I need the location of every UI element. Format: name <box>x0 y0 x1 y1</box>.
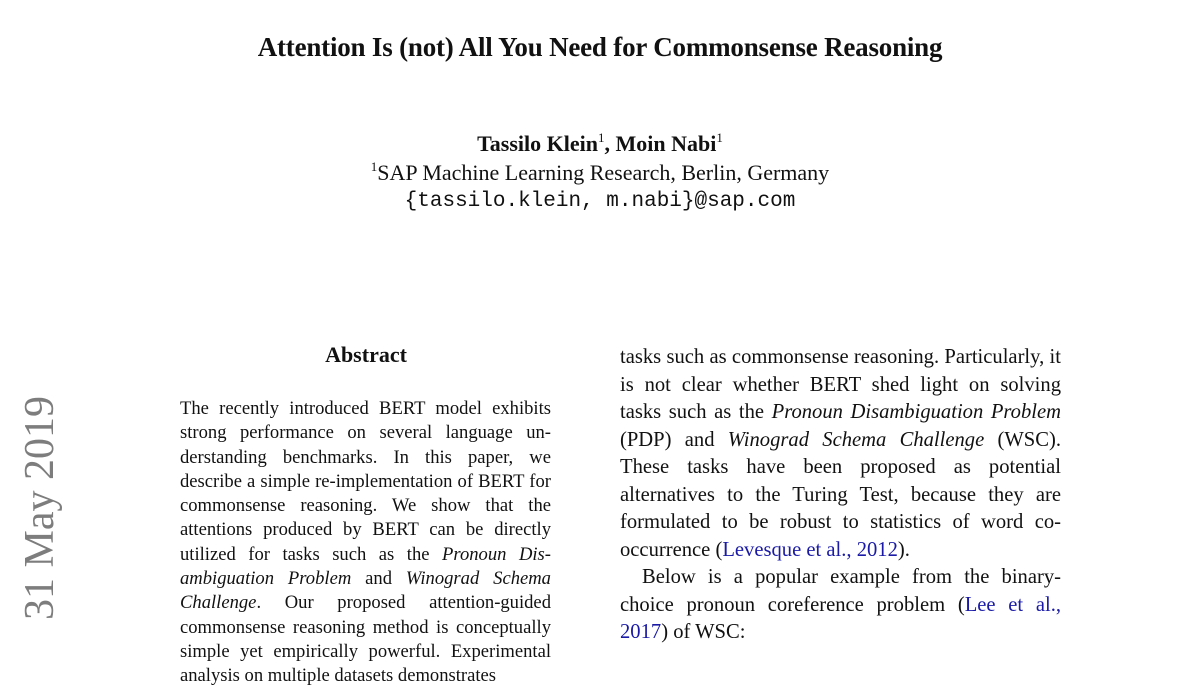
author-name: Tassilo Klein <box>477 131 598 156</box>
intro-text: ) of WSC: <box>661 621 746 643</box>
affiliation-marker: 1 <box>597 129 605 145</box>
abstract-text: and <box>351 568 406 590</box>
affiliation-marker: 1 <box>370 158 378 174</box>
abstract-heading: Abstract <box>325 342 407 367</box>
intro-text: tasks such as commonsense reasoning. Particularly, it is not clear whether BERT shed light on solving tasks such as the <box>620 346 1061 423</box>
intro-text: ). <box>897 538 910 561</box>
intro-text: (WSC). These tasks have been proposed as potential alternatives to the Turing Test, because they are formulated to be robust to statistics of word co-occurrence ( <box>620 428 1061 561</box>
abstract-emphasis: Winograd Schema Challenge <box>180 568 551 614</box>
author-name: Moin Nabi <box>615 131 717 156</box>
abstract-body <box>180 397 551 689</box>
author-email: {tassilo.klein, m.nabi}@sap.com <box>404 190 796 213</box>
arxiv-date-stamp: 31 May 2019 <box>17 396 63 620</box>
paper-title: Attention Is (not) All You Need for Commonsense Reasoning <box>257 32 943 62</box>
author-list <box>0 131 1200 157</box>
intro-text: Below is a popular example from the binary-choice pronoun coreference problem ( <box>620 566 1061 616</box>
affiliation-marker: 1 <box>716 129 723 145</box>
intro-emphasis: Winograd Schema Challenge <box>727 428 985 451</box>
affiliation-text: SAP Machine Learning Research, Berlin, Germany <box>377 160 830 185</box>
intro-paragraph <box>620 344 1061 564</box>
intro-text: (PDP) and <box>620 428 728 451</box>
citation-link[interactable]: Lee et al., 2017 <box>620 593 1061 643</box>
abstract-text: . Our proposed attention-guided commonsense reasoning method is conceptually simple yet empirically powerful. Experimental analysis on multiple datasets demonstrates <box>180 592 551 687</box>
intro-emphasis: Pronoun Disambiguation Problem <box>771 401 1062 423</box>
author-separator: , <box>604 131 616 156</box>
intro-paragraph <box>620 564 1061 647</box>
abstract-text: The recently introduced BERT model exhibits strong performance on several language understanding benchmarks. In this paper, we describe a simple re-implementation of BERT for commonsense reasoning. We show that the attentions produced by BERT can be directly utilized for tasks such as the <box>180 398 551 565</box>
abstract-emphasis: Pronoun Disambiguation Problem <box>180 543 551 590</box>
intro-column <box>620 344 1061 647</box>
affiliation <box>0 160 1200 186</box>
citation-link[interactable]: Levesque et al., 2012 <box>722 538 898 561</box>
